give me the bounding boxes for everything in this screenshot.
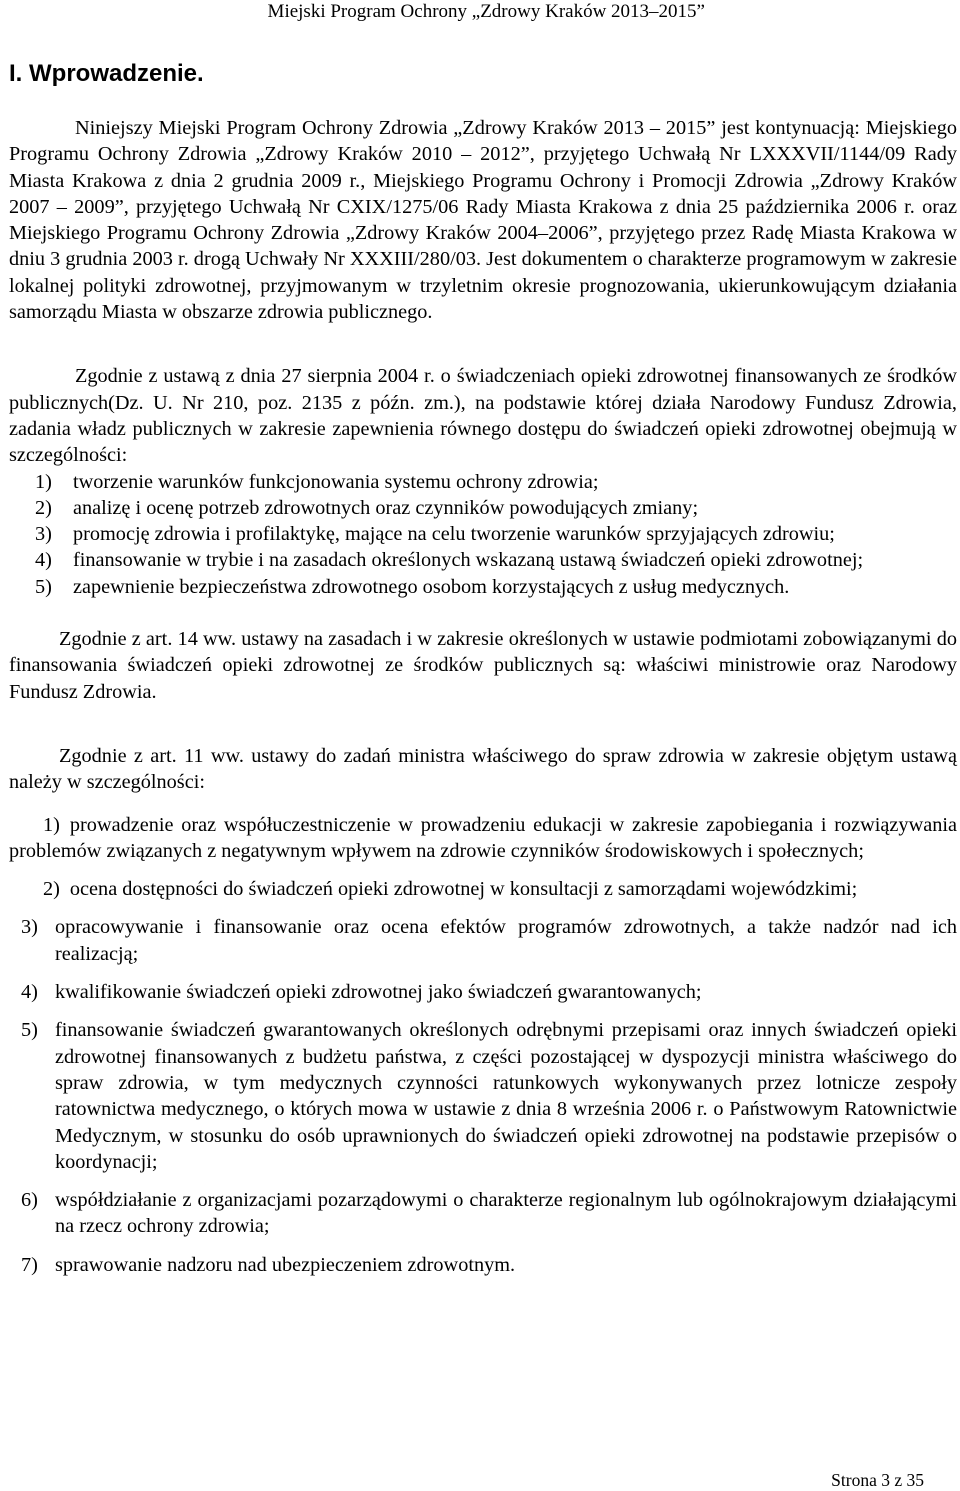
list-item-text: finansowanie w trybie i na zasadach określonych wskazaną ustawą świadczeń opieki zdrowotnej; xyxy=(73,549,864,572)
section-title: I. Wprowadzenie. xyxy=(9,60,204,87)
list-item-text: tworzenie warunków funkcjonowania systemu ochrony zdrowia; xyxy=(73,470,599,493)
list-item-number: 3) xyxy=(21,916,38,939)
list-item-number: 4) xyxy=(21,981,38,1004)
list-item xyxy=(9,547,957,573)
section-b-paragraph: Zgodnie z art. 14 ww. ustawy na zasadach i w zakresie określonych w ustawie podmiotami zobowiązanymi do finansowania świadczeń opieki zdrowotnej ze środków publicznych są: właściwi ministrowie oraz Narodowy Fundusz Zdrowia. xyxy=(9,628,957,703)
list-item xyxy=(9,1252,957,1278)
list-item xyxy=(9,812,957,865)
list-item-number: 5) xyxy=(21,1019,38,1042)
list-item-number: 6) xyxy=(21,1189,38,1212)
list-item-number: 4) xyxy=(35,549,52,572)
list-item xyxy=(9,876,957,902)
list-item xyxy=(9,574,957,600)
list-item-text: sprawowanie nadzoru nad ubezpieczeniem zdrowotnym. xyxy=(55,1253,516,1276)
page-number: Strona 3 z 35 xyxy=(831,1470,924,1490)
running-header: Miejski Program Ochrony „Zdrowy Kraków 2013–2015” xyxy=(267,1,705,22)
list-item-number: 1) xyxy=(35,470,52,493)
list-item xyxy=(9,914,957,967)
list-item-text: opracowywanie i finansowanie oraz ocena efektów programów zdrowotnych, a także nadzór nad ich realizacją; xyxy=(55,916,957,965)
list-item-number: 5) xyxy=(35,575,52,598)
section-a-list xyxy=(9,469,957,600)
list-item-text: ocena dostępności do świadczeń opieki zdrowotnej w konsultacji z samorządami wojewódzkimi; xyxy=(69,878,858,901)
list-item-number: 2) xyxy=(35,496,52,519)
list-item-text: prowadzenie oraz współuczestniczenie w prowadzeniu edukacji w zakresie zapobiegania i rozwiązywania problemów związanych z negatywnym wpływem na zdrowie czynników środowiskowych i społecznych; xyxy=(9,813,957,862)
list-item xyxy=(9,979,957,1005)
list-item-text: analizę i ocenę potrzeb zdrowotnych oraz czynników powodujących zmiany; xyxy=(73,496,699,519)
document-body xyxy=(9,115,957,1290)
list-item-number: 7) xyxy=(21,1253,38,1276)
list-item-number: 1) xyxy=(43,813,60,836)
section-c-paragraph: Zgodnie z art. 11 ww. ustawy do zadań ministra właściwego do spraw zdrowia w zakresie objętym ustawą należy w szczególności: xyxy=(9,744,957,794)
section-a-paragraph: Zgodnie z ustawą z dnia 27 sierpnia 2004 r. o świadczeniach opieki zdrowotnej finansowanych ze środków publicznych(Dz. U. Nr 210, poz. 2135 z późn. zm.), na podstawie której działa Narodowy Fundusz Zdrowia, zadania władz publicznych w zakresie zapewnienia równego dostępu do świadczeń opieki zdrowotnej obejmują w szczególności: xyxy=(9,365,957,467)
section-c-list xyxy=(9,914,957,1278)
list-item xyxy=(9,469,957,495)
list-item xyxy=(9,521,957,547)
list-item-text: finansowanie świadczeń gwarantowanych określonych odrębnymi przepisami oraz innych świadczeń opieki zdrowotnej finansowanych z budżetu państwa, z części pozostającej w dyspozycji ministra właściwego do spraw zdrowia, w tym medycznych czynności ratunkowych wykonywanych przez lotnicze zespoły ratownictwa medycznego, o których mowa w ustawie z dnia 8 września 2006 r. o Państwowym Ratownictwie Medycznym, w stosunku do osób uprawnionych do świadczeń opieki zdrowotnej na podstawie przepisów o koordynacji; xyxy=(55,1019,957,1173)
intro-paragraph: Niniejszy Miejski Program Ochrony Zdrowia „Zdrowy Kraków 2013 – 2015” jest kontynuacją: Miejskiego Programu Ochrony Zdrowia „Zdrowy Kraków 2010 – 2012”, przyjętego Uchwałą Nr LXXXVII/1144/09 Rady Miasta Krakowa z dnia 2 grudnia 2009 r., Miejskiego Programu Ochrony i Promocji Zdrowia „Zdrowy Kraków 2007 – 2009”, przyjętego Uchwałą Nr CXIX/1275/06 Rady Miasta Krakowa z dnia 25 października 2006 r. oraz Miejskiego Programu Ochrony Zdrowia „Zdrowy Kraków 2004–2006”, przyjętego przez Radę Miasta Krakowa w dniu 3 grudnia 2003 r. drogą Uchwały Nr XXXIII/280/03. Jest dokumentem o charakterze programowym w zakresie lokalnej polityki zdrowotnej, przyjmowanym w trzyletnim okresie prognozowania, ukierunkowującym działania samorządu Miasta w obszarze zdrowia publicznego. xyxy=(9,117,957,324)
list-item-text: współdziałanie z organizacjami pozarządowymi o charakterze regionalnym lub ogólnokrajowym działającymi na rzecz ochrony zdrowia; xyxy=(55,1189,957,1238)
list-item xyxy=(9,1017,957,1175)
list-item-text: zapewnienie bezpieczeństwa zdrowotnego osobom korzystających z usług medycznych. xyxy=(73,575,790,598)
list-item-text: promocję zdrowia i profilaktykę, mające na celu tworzenie warunków sprzyjających zdrowiu; xyxy=(73,523,835,546)
list-item xyxy=(9,495,957,521)
list-item-number: 3) xyxy=(35,523,52,546)
list-item-text: kwalifikowanie świadczeń opieki zdrowotnej jako świadczeń gwarantowanych; xyxy=(55,981,702,1004)
list-item-number: 2) xyxy=(43,878,60,901)
list-item xyxy=(9,1187,957,1240)
